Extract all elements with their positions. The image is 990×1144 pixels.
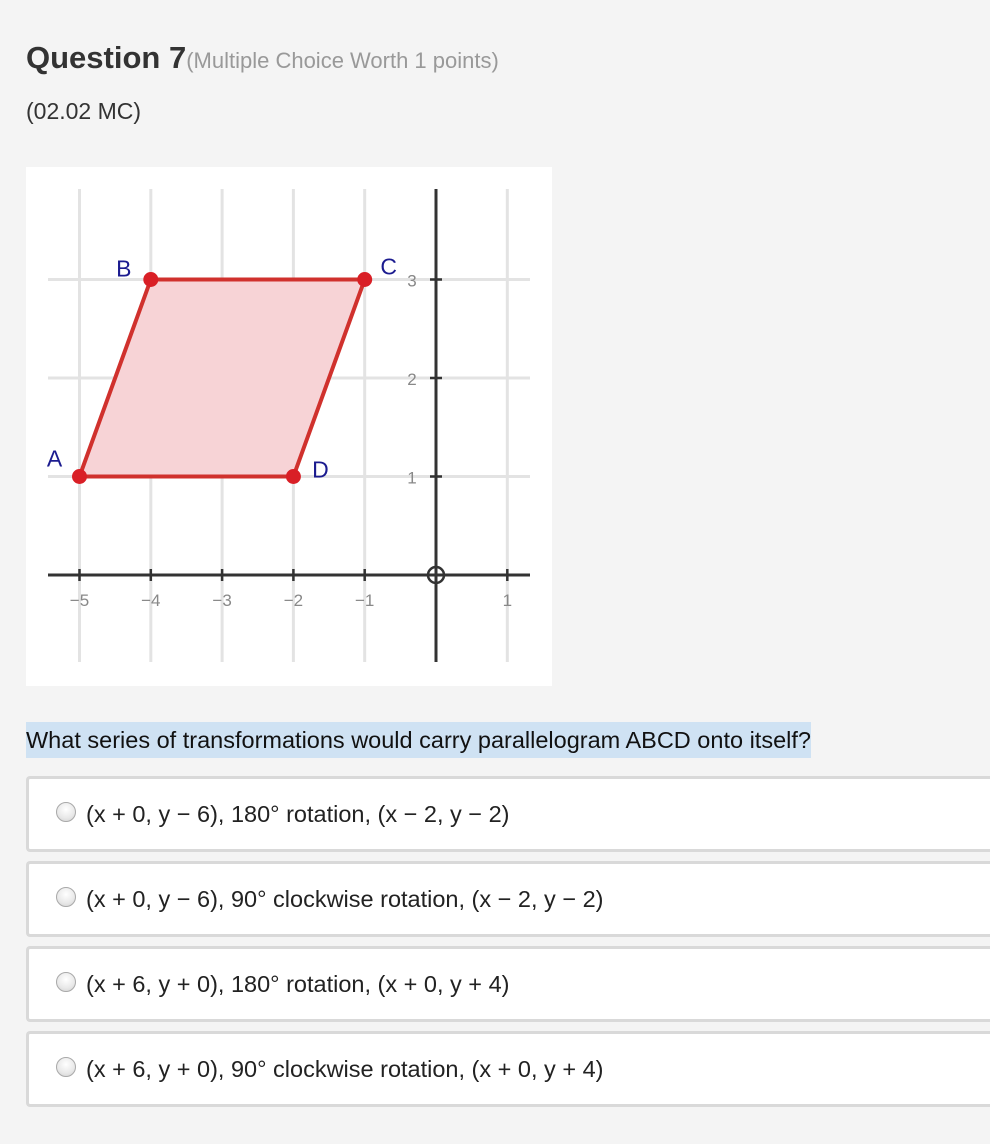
choice-label: (x + 6, y + 0), 180° rotation, (x + 0, y + 4)	[86, 971, 510, 997]
coordinate-graph	[26, 167, 552, 686]
vertex-label-d: D	[312, 456, 329, 483]
radio-button-icon[interactable]	[56, 887, 76, 907]
y-tick-label: 1	[407, 468, 417, 488]
choice-option-3[interactable]	[26, 946, 990, 1022]
choice-label: (x + 0, y − 6), 180° rotation, (x − 2, y − 2)	[86, 801, 510, 827]
vertex-point-a	[72, 469, 87, 484]
choice-option-4[interactable]	[26, 1031, 990, 1107]
x-tick-label: 1	[502, 591, 513, 610]
vertex-label-c: C	[380, 253, 398, 280]
x-tick-label: −5	[69, 591, 90, 610]
choice-label: (x + 6, y + 0), 90° clockwise rotation, (x + 0, y + 4)	[86, 1056, 604, 1082]
radio-button-icon[interactable]	[56, 1057, 76, 1077]
question-worth: (Multiple Choice Worth 1 points)	[186, 48, 499, 73]
question-title: Question 7	[26, 40, 187, 75]
question-code: (02.02 MC)	[26, 98, 142, 124]
parallelogram-abcd	[80, 280, 365, 477]
graph-image	[26, 167, 552, 686]
x-tick-label: −2	[283, 591, 304, 610]
choice-label: (x + 0, y − 6), 90° clockwise rotation, (x − 2, y − 2)	[86, 886, 604, 912]
vertex-label-b: B	[116, 255, 132, 282]
y-tick-label: 2	[407, 370, 417, 389]
radio-button-icon[interactable]	[56, 972, 76, 992]
vertex-label-a: A	[46, 445, 63, 472]
vertex-point-d	[286, 469, 301, 484]
radio-button-icon[interactable]	[56, 802, 76, 822]
choice-option-2[interactable]	[26, 861, 990, 937]
answer-choices	[26, 776, 990, 1116]
vertex-point-c	[357, 272, 372, 287]
question-prompt: What series of transformations would carry parallelogram ABCD onto itself?	[26, 722, 811, 758]
question-header	[26, 40, 499, 76]
y-tick-label: 3	[407, 271, 417, 291]
vertex-point-b	[143, 272, 158, 287]
x-tick-label: −1	[355, 591, 375, 610]
x-tick-label: −4	[141, 591, 161, 610]
choice-option-1[interactable]	[26, 776, 990, 852]
x-tick-label: −3	[212, 591, 232, 610]
